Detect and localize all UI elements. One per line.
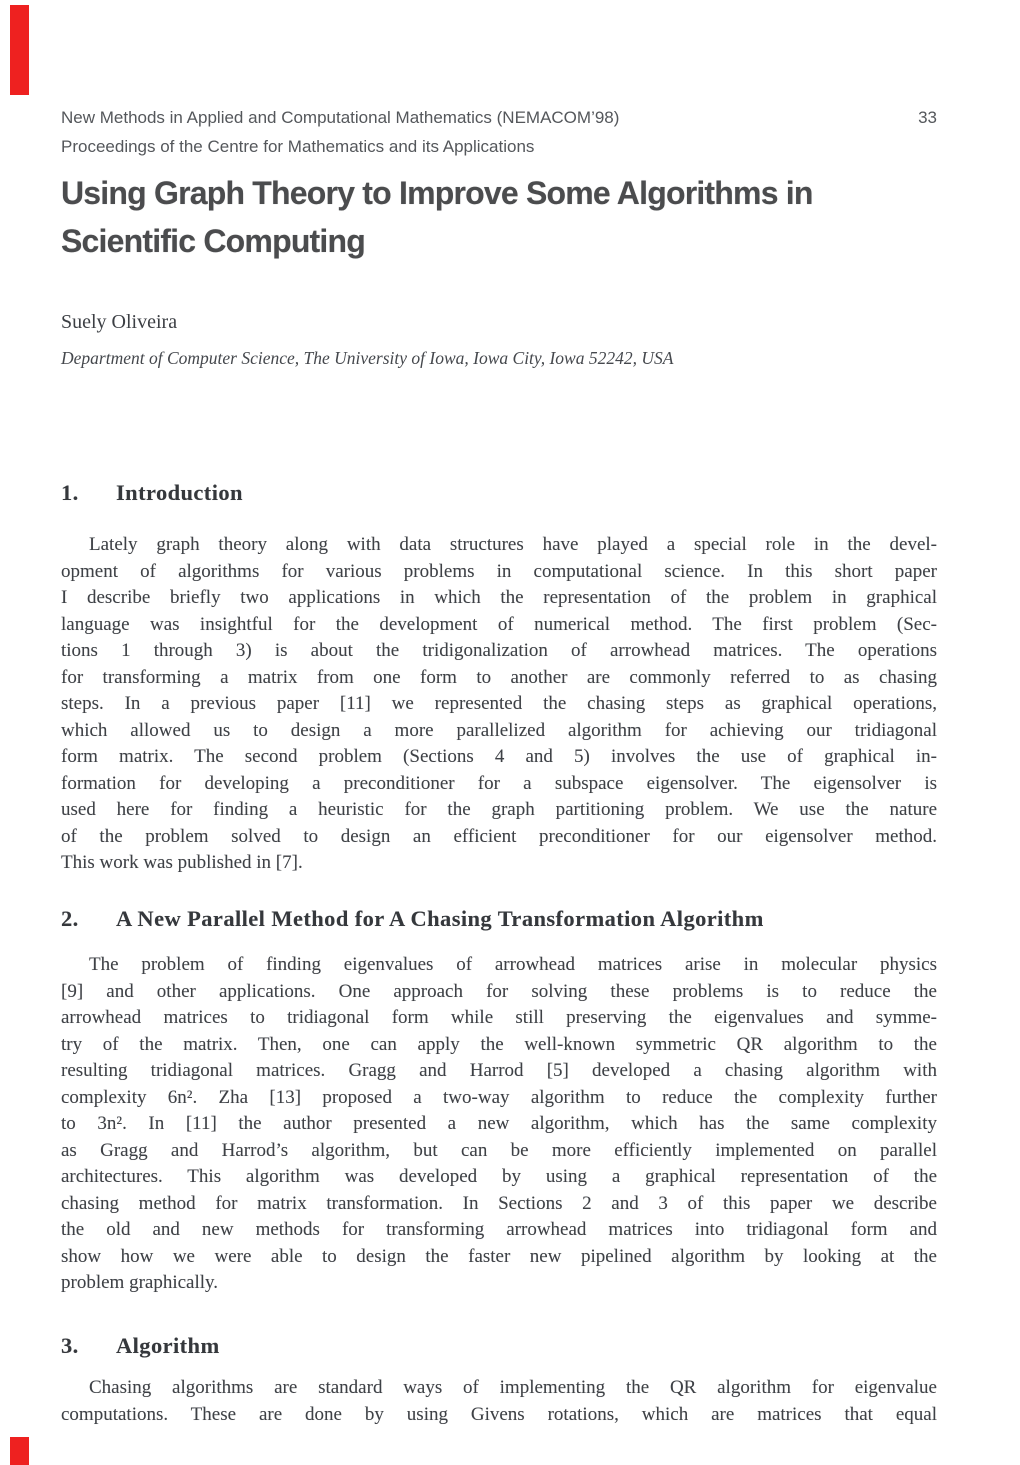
- red-scan-mark-top: [10, 5, 29, 95]
- proceedings-title: New Methods in Applied and Computational Mathematics (NEMACOM’98): [61, 108, 620, 127]
- running-header: [61, 103, 937, 161]
- text-line: which allowed us to design a more parallelized algorithm for achieving our tridiagonal: [61, 719, 937, 741]
- text-line: complexity 6n². Zha [13] proposed a two-way algorithm to reduce the complexity further: [61, 1086, 937, 1108]
- text-line: I describe briefly two applications in which the representation of the problem in graphical: [61, 587, 937, 608]
- text-line: show how we were able to design the faster new pipelined algorithm by looking at the: [61, 1245, 937, 1267]
- text-line: arrowhead matrices to tridiagonal form while still preserving the eigenvalues and symme-: [61, 1007, 937, 1028]
- text-line: [9] and other applications. One approach for solving these problems is to reduce the: [61, 980, 937, 1002]
- paper-title-line2: Scientific Computing: [61, 223, 366, 259]
- author-affiliation: Department of Computer Science, The University of Iowa, Iowa City, Iowa 52242, USA: [61, 348, 674, 368]
- paragraph-parallel-method: [61, 952, 937, 1297]
- text-line: The problem of finding eigenvalues of arrowhead matrices arise in molecular physics: [89, 954, 937, 975]
- text-line: of the problem solved to design an efficient preconditioner for our eigensolver method.: [61, 825, 937, 847]
- section-number: 1.: [61, 480, 79, 505]
- text-line: Chasing algorithms are standard ways of implementing the QR algorithm for eigenvalue: [89, 1377, 937, 1398]
- text-line: form matrix. The second problem (Sections 4 and 5) involves the use of graphical in-: [61, 746, 937, 767]
- text-line: problem graphically.: [61, 1272, 219, 1293]
- paper-title: [61, 169, 937, 265]
- text-line: to 3n². In [11] the author presented a new algorithm, which has the same complexity: [61, 1113, 937, 1134]
- text-line: Lately graph theory along with data structures have played a special role in the devel-: [89, 534, 937, 555]
- text-line: steps. In a previous paper [11] we represented the chasing steps as graphical operations,: [61, 693, 937, 714]
- text-line: architectures. This algorithm was developed by using a graphical representation of the: [61, 1166, 937, 1187]
- section-heading-parallel-method: [61, 906, 937, 932]
- section-title: A New Parallel Method for A Chasing Transformation Algorithm: [116, 906, 764, 931]
- text-line: for transforming a matrix from one form to another are commonly referred to as chasing: [61, 666, 937, 688]
- section-heading-algorithm: [61, 1333, 937, 1359]
- section-number: 3.: [61, 1333, 79, 1358]
- paragraph-algorithm: [61, 1375, 937, 1428]
- section-number: 2.: [61, 906, 79, 931]
- text-line: chasing method for matrix transformation. In Sections 2 and 3 of this paper we describe: [61, 1192, 937, 1214]
- text-line: formation for developing a preconditioner for a subspace eigensolver. The eigensolver is: [61, 772, 937, 794]
- text-line: opment of algorithms for various problems in computational science. In this short paper: [61, 560, 937, 582]
- page-number: 33: [918, 108, 937, 127]
- text-line: language was insightful for the development of numerical method. The first problem (Sec-: [61, 613, 937, 635]
- author-name: Suely Oliveira: [61, 311, 178, 333]
- text-line: as Gragg and Harrod’s algorithm, but can be more efficiently implemented on parallel: [61, 1139, 937, 1161]
- text-line: resulting tridiagonal matrices. Gragg and Harrod [5] developed a chasing algorithm with: [61, 1060, 937, 1081]
- red-scan-mark-bottom: [10, 1437, 29, 1465]
- section-title: Algorithm: [116, 1333, 220, 1358]
- paragraph-introduction: [61, 532, 937, 877]
- section-title: Introduction: [116, 480, 243, 505]
- text-line: try of the matrix. Then, one can apply the well-known symmetric QR algorithm to the: [61, 1033, 937, 1055]
- text-line: computations. These are done by using Givens rotations, which are matrices that equal: [61, 1403, 937, 1425]
- paper-title-line1: Using Graph Theory to Improve Some Algorithms in: [61, 175, 813, 211]
- text-line: the old and new methods for transforming arrowhead matrices into tridiagonal form and: [61, 1219, 937, 1240]
- text-line: This work was published in [7].: [61, 852, 303, 873]
- proceedings-subtitle: Proceedings of the Centre for Mathematics and its Applications: [61, 137, 535, 156]
- text-line: tions 1 through 3) is about the tridigonalization of arrowhead matrices. The operations: [61, 640, 937, 661]
- text-line: used here for finding a heuristic for the graph partitioning problem. We use the nature: [61, 799, 937, 820]
- section-heading-introduction: [61, 480, 937, 506]
